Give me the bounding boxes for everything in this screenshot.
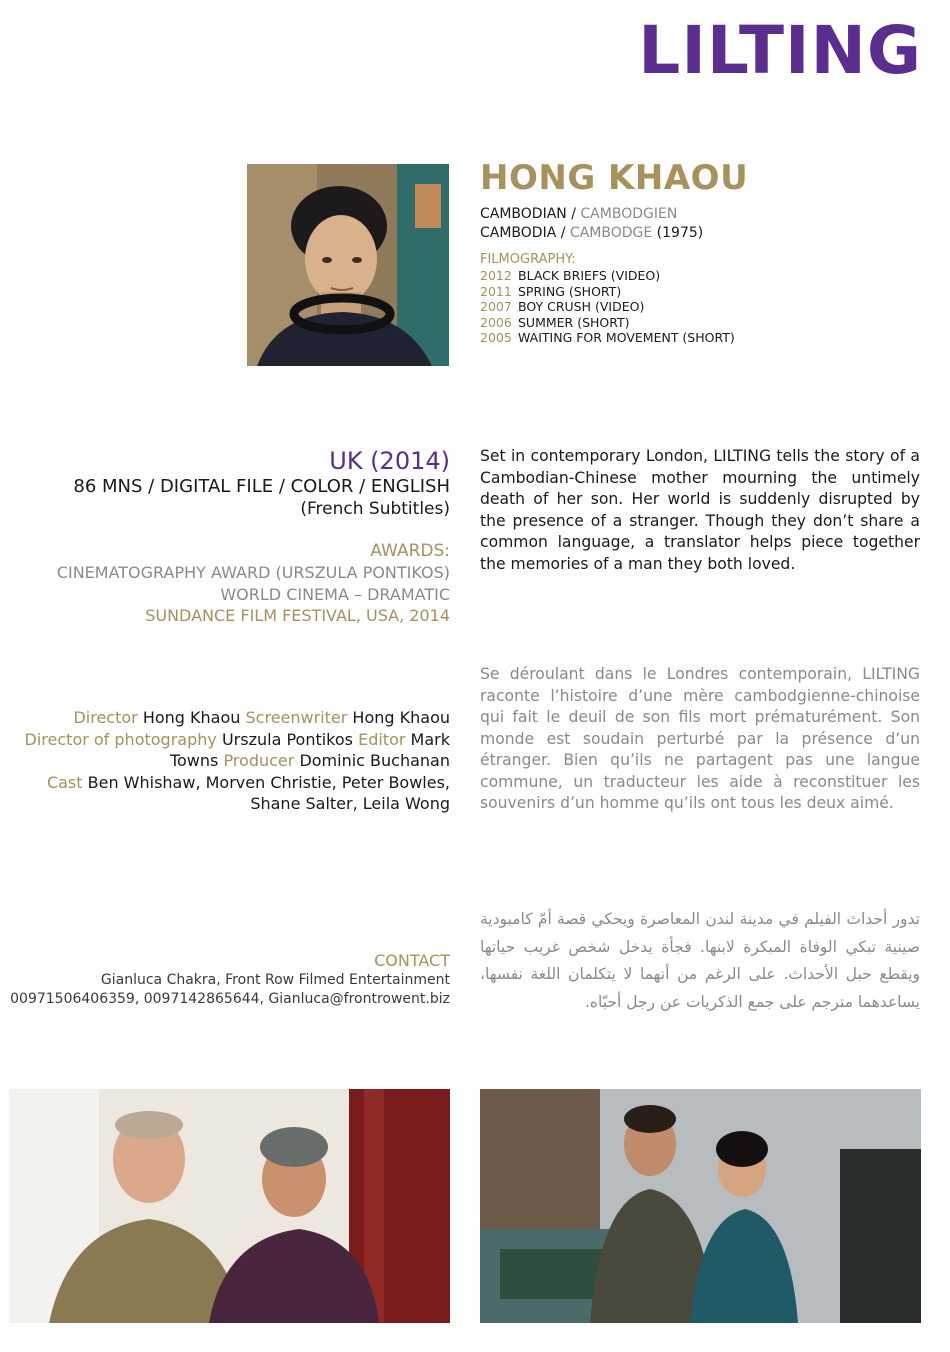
credit-label: Editor (358, 729, 406, 749)
synopsis-french: Se déroulant dans le Londres contemporain, LILTING raconte l’histoire d’une mère cambodgienne-chinoise qui fait le deuil de son fils mort prématurément. Son monde est soudain perturbé par la présence d’un étranger. Bien qu’ils ne partagent pas une langue commune, un traducteur les aide à reconstituer les souvenirs d’un homme qu’ils ont tous les deux aimé. (480, 665, 920, 812)
filmography-item (480, 315, 920, 331)
filmography-title: BOY CRUSH (VIDEO) (518, 299, 645, 315)
filmography-label: FILMOGRAPHY: (480, 252, 576, 268)
credit-value: Mark (410, 729, 450, 749)
country-en: CAMBODIA (480, 225, 557, 242)
credit-label: Director (73, 708, 138, 727)
awards-label: AWARDS: (370, 541, 450, 561)
filmography-year: 2011 (480, 283, 512, 299)
credits-line (0, 793, 450, 815)
contact-label: CONTACT (374, 951, 450, 970)
credit-label: Producer (223, 751, 295, 771)
credit-label: Screenwriter (245, 708, 348, 727)
credits-line (0, 729, 450, 751)
award-line: CINEMATOGRAPHY AWARD (URSZULA PONTIKOS) (56, 563, 450, 582)
award-line: SUNDANCE FILM FESTIVAL, USA, 2014 (145, 606, 450, 625)
synopsis-arabic: تدور أحداث الفيلم في مدينة لندن المعاصرة ويحكي قصة أمّ كامبودية صينية تبكي الوفاة المبكرة لابنها. فجأة يدخل شخص غريب حياتها ويقطع حبل الأحداث. على الرغم من أنهما لا يتكلمان اللغة نفسها، يساعدهما مترجم على جمع الذكريات عن رجل أحبّاه. (480, 910, 920, 1011)
birth-year: (1975) (656, 225, 704, 242)
filmography-title: SPRING (SHORT) (518, 283, 622, 299)
award-line: WORLD CINEMA – DRAMATIC (220, 584, 450, 604)
credits-line (0, 707, 450, 729)
film-still-elderly-couple (9, 1089, 450, 1323)
credit-value: Hong Khaou (352, 708, 450, 727)
filmography-item (480, 268, 920, 284)
credit-value: Ben Whishaw, Morven Christie, Peter Bowles, (87, 772, 450, 792)
director-name: HONG KHAOU (480, 158, 749, 198)
filmography-item (480, 284, 920, 300)
filmography-item (480, 299, 920, 315)
film-title: LILTING (638, 12, 922, 89)
synopsis-english: Set in contemporary London, LILTING tells the story of a Cambodian-Chinese mother mourning the untimely death of her son. Her world is suddenly disrupted by the presence of a stranger. Though they don’t share a common language, a translator helps piece together the memories of a man they both loved. (480, 447, 920, 573)
credit-value: Shane Salter, Leila Wong (250, 794, 450, 814)
filmography-year: 2006 (480, 314, 512, 330)
contact-block (0, 951, 450, 1009)
film-credits (0, 707, 450, 815)
credit-value: Towns (169, 751, 219, 771)
film-country-year: UK (2014) (329, 447, 450, 475)
contact-details: 00971506406359, 0097142865644, Gianluca@frontrowent.biz (10, 991, 450, 1007)
country-fr: CAMBODGE (569, 225, 653, 242)
filmography-title: BLACK BRIEFS (VIDEO) (518, 268, 661, 284)
nationality-en: CAMBODIAN (480, 206, 567, 223)
credit-label: Cast (46, 772, 83, 792)
director-nationality: CAMBODIAN / CAMBODGIEN (480, 206, 678, 223)
filmography-year: 2012 (480, 268, 512, 284)
filmography-year: 2007 (480, 299, 512, 315)
film-subtitles: (French Subtitles) (300, 499, 450, 519)
nationality-fr: CAMBODGIEN (580, 206, 678, 223)
contact-name: Gianluca Chakra, Front Row Filmed Entertainment (100, 972, 450, 988)
credits-line (0, 750, 450, 772)
film-details (0, 447, 450, 627)
filmography-year: 2005 (480, 330, 512, 346)
filmography-title: SUMMER (SHORT) (518, 314, 630, 330)
credit-value: Urszula Pontikos (221, 729, 353, 749)
credits-line (0, 772, 450, 794)
director-country: CAMBODIA / CAMBODGE (1975) (480, 225, 704, 242)
filmography-item (480, 330, 920, 346)
film-still-young-couple (480, 1089, 921, 1323)
credit-value: Dominic Buchanan (299, 751, 450, 771)
director-portrait (247, 164, 449, 366)
credit-label: Director of photography (24, 729, 217, 749)
credit-value: Hong Khaou (142, 708, 241, 727)
filmography-title: WAITING FOR MOVEMENT (SHORT) (518, 330, 735, 346)
director-info (480, 160, 920, 346)
film-specs: 86 MNS / DIGITAL FILE / COLOR / ENGLISH (73, 476, 450, 497)
